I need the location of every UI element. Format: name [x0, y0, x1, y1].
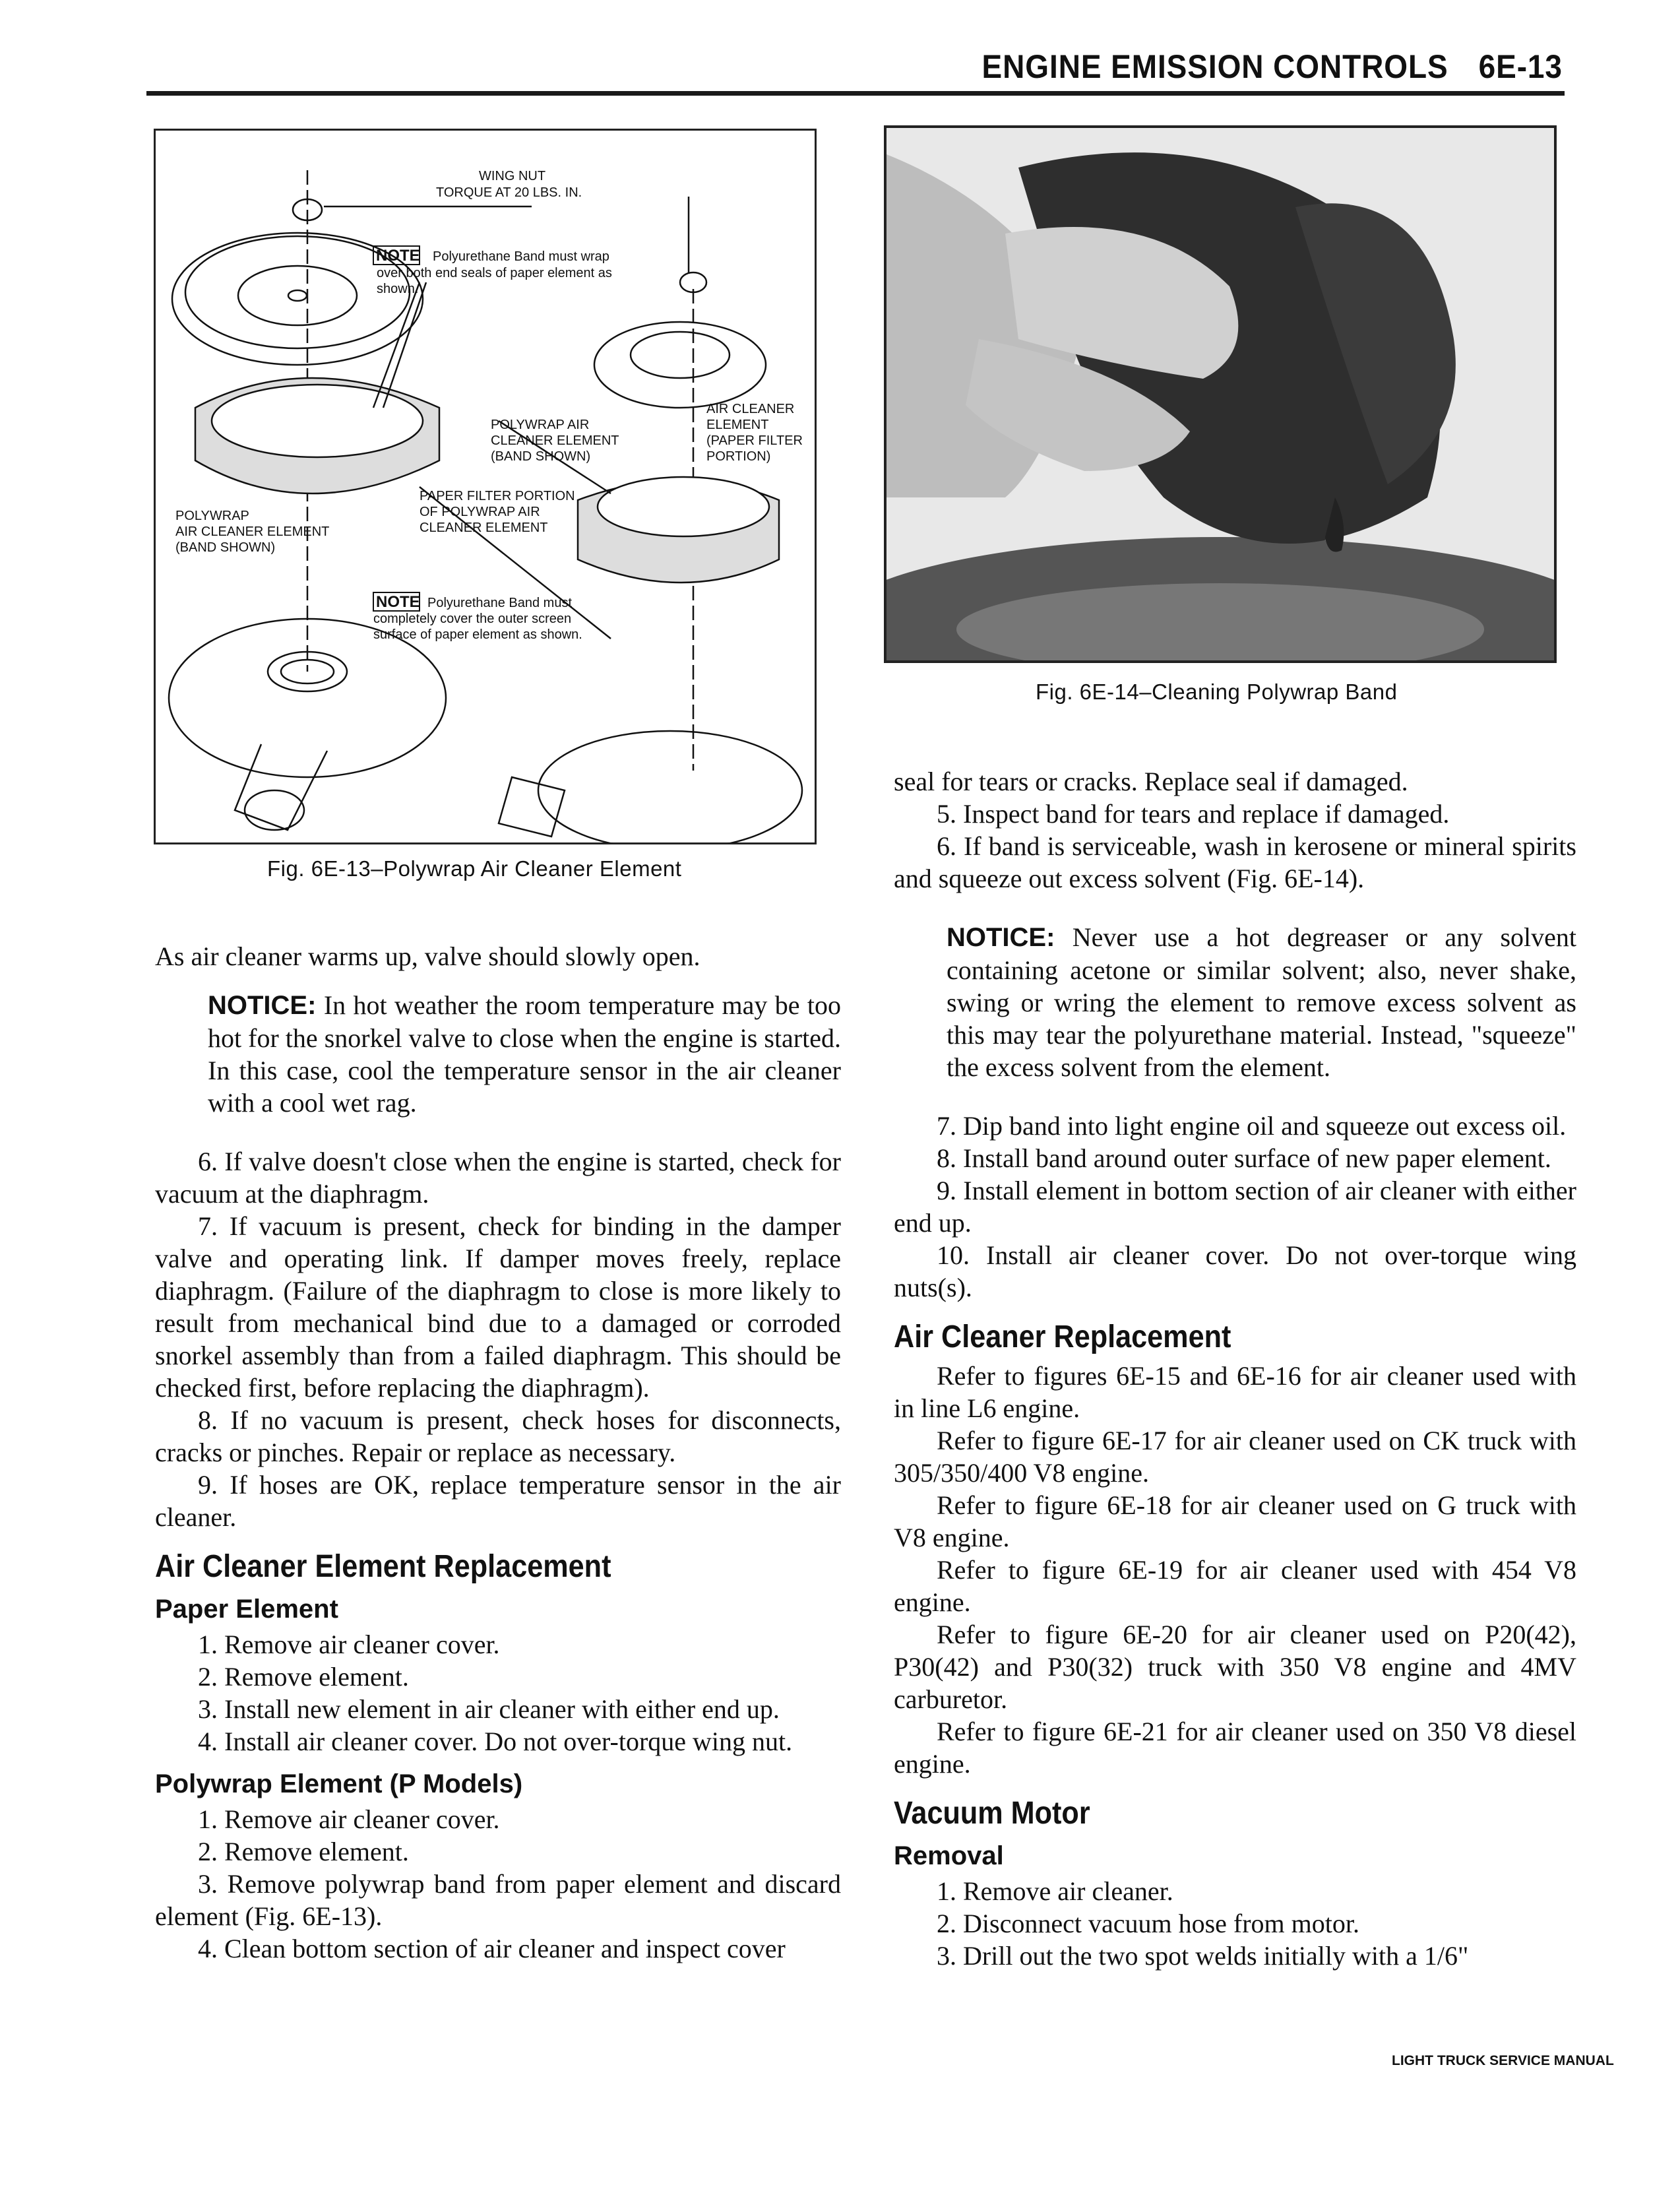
step-5: 5. Inspect band for tears and replace if damaged.	[937, 799, 1450, 829]
right-column	[894, 765, 1576, 1972]
paper-step: 3. Install new element in air cleaner with either end up.	[198, 1694, 780, 1724]
note2-line1: Polyurethane Band must	[427, 596, 573, 610]
paper-step: 1. Remove air cleaner cover.	[198, 1630, 500, 1659]
figure-6e-14-caption: Fig. 6E-14–Cleaning Polywrap Band	[1036, 680, 1398, 704]
header-rule	[146, 91, 1565, 96]
heading-air-cleaner-replacement: Air Cleaner Replacement	[894, 1319, 1231, 1354]
label-pf-1: PAPER FILTER PORTION	[420, 489, 575, 503]
notice-block	[894, 921, 1576, 1083]
notice-text: In hot weather the room temperature may be too hot for the snorkel valve to close when the engine is started. In this case, cool the temperature sensor in the air cleaner with a cool wet rag.	[208, 990, 841, 1118]
label-pf-3: CLEANER ELEMENT	[420, 521, 548, 535]
heading-air-cleaner-element-replacement: Air Cleaner Element Replacement	[155, 1549, 611, 1584]
step-9: 9. Install element in bottom section of air cleaner with either end up.	[894, 1176, 1576, 1238]
paper-step: 2. Remove element.	[198, 1662, 409, 1692]
poly-step: 3. Remove polywrap band from paper element and discard element (Fig. 6E-13).	[155, 1869, 841, 1931]
removal-step: 3. Drill out the two spot welds initially with a 1/6"	[937, 1941, 1469, 1971]
step-7: 7. If vacuum is present, check for binding in the damper valve and operating link. If damper moves freely, replace diaphragm. (Failure of the diaphragm to close is more likely to result from mechanical bind due to a damaged or corroded snorkel assembly than from a failed diaphragm. This should be checked first, before replacing the diaphragm).	[155, 1211, 841, 1403]
step-10: 10. Install air cleaner cover. Do not over-torque wing nuts(s).	[894, 1240, 1576, 1302]
reference-paragraph: Refer to figure 6E-21 for air cleaner used on 350 V8 diesel engine.	[894, 1717, 1576, 1779]
page-header	[952, 48, 1563, 86]
left-column	[155, 940, 841, 1965]
figure-6e-14-photo	[884, 125, 1557, 663]
footer: LIGHT TRUCK SERVICE MANUAL	[1392, 2053, 1614, 2068]
label-ace-4: PORTION)	[706, 449, 771, 464]
removal-step: 1. Remove air cleaner.	[937, 1876, 1173, 1906]
reference-paragraph: Refer to figure 6E-17 for air cleaner used on CK truck with 305/350/400 V8 engine.	[894, 1426, 1576, 1488]
poly-step: 1. Remove air cleaner cover.	[198, 1804, 500, 1834]
hands-squeezing-band-image	[887, 128, 1554, 660]
note1-line3: shown.	[377, 282, 419, 296]
page-number: 6E-13	[1478, 48, 1563, 85]
notice-label: NOTICE:	[208, 991, 317, 1020]
label-pw-3: (BAND SHOWN)	[491, 449, 591, 464]
note1-line1: Polyurethane Band must wrap	[433, 249, 609, 264]
reference-paragraph: Refer to figure 6E-18 for air cleaner used on G truck with V8 engine.	[894, 1490, 1576, 1552]
heading-polywrap-element: Polywrap Element (P Models)	[155, 1769, 523, 1798]
paragraph: As air cleaner warms up, valve should slowly open.	[155, 941, 700, 971]
reference-paragraph: Refer to figure 6E-20 for air cleaner used on P20(42), P30(42) and P30(32) truck with 350 V8 engine and 4MV carburetor.	[894, 1620, 1576, 1714]
label-ace-2: ELEMENT	[706, 418, 769, 432]
removal-step: 2. Disconnect vacuum hose from motor.	[937, 1909, 1359, 1938]
label-pf-2: OF POLYWRAP AIR	[420, 505, 540, 519]
note1-line2: over both end seals of paper element as	[377, 266, 612, 280]
step-8: 8. If no vacuum is present, check hoses for disconnects, cracks or pinches. Repair or replace as necessary.	[155, 1405, 841, 1467]
notice-block	[155, 989, 841, 1119]
note2-line2: completely cover the outer screen	[373, 612, 572, 626]
step-8: 8. Install band around outer surface of new paper element.	[937, 1143, 1551, 1173]
figure-6e-13	[154, 129, 817, 844]
header-title: ENGINE EMISSION CONTROLS	[981, 48, 1448, 85]
step-6: 6. If band is serviceable, wash in kerosene or mineral spirits and squeeze out excess solvent (Fig. 6E-14).	[894, 831, 1576, 893]
poly-step: 2. Remove element.	[198, 1837, 409, 1866]
reference-paragraph: Refer to figures 6E-15 and 6E-16 for air cleaner used with in line L6 engine.	[894, 1361, 1576, 1423]
reference-paragraph: Refer to figure 6E-19 for air cleaner used with 454 V8 engine.	[894, 1555, 1576, 1617]
label-pwl-1: POLYWRAP	[175, 509, 249, 523]
label-ace-3: (PAPER FILTER	[706, 433, 803, 448]
label-pwl-2: AIR CLEANER ELEMENT	[175, 524, 330, 539]
note-badge-2: NOTE	[376, 593, 420, 611]
poly-step: 4. Clean bottom section of air cleaner and inspect cover	[198, 1934, 786, 1963]
label-ace-1: AIR CLEANER	[706, 402, 795, 416]
figure-6e-13-caption: Fig. 6E-13–Polywrap Air Cleaner Element	[267, 856, 682, 881]
label-pw-2: CLEANER ELEMENT	[491, 433, 619, 448]
label-torque: TORQUE AT 20 LBS. IN.	[436, 185, 582, 200]
step-7: 7. Dip band into light engine oil and squeeze out excess oil.	[937, 1111, 1567, 1141]
note-badge-1: NOTE	[376, 247, 420, 265]
diagram-labels	[156, 131, 815, 843]
paper-step: 4. Install air cleaner cover. Do not over-torque wing nut.	[198, 1727, 793, 1756]
heading-vacuum-motor: Vacuum Motor	[894, 1796, 1090, 1831]
notice-label: NOTICE:	[947, 923, 1055, 952]
label-pwl-3: (BAND SHOWN)	[175, 540, 276, 555]
step-6: 6. If valve doesn't close when the engine is started, check for vacuum at the diaphragm.	[155, 1147, 841, 1209]
note2-line3: surface of paper element as shown.	[373, 627, 582, 642]
heading-paper-element: Paper Element	[155, 1595, 338, 1624]
label-wing-nut: WING NUT	[479, 169, 546, 183]
heading-removal: Removal	[894, 1841, 1004, 1870]
step-9: 9. If hoses are OK, replace temperature sensor in the air cleaner.	[155, 1470, 841, 1532]
label-pw-1: POLYWRAP AIR	[491, 418, 590, 432]
notice-text: Never use a hot degreaser or any solvent containing acetone or similar solvent; also, never shake, swing or wring the element to remove excess solvent as this may tear the polyurethane material. Instead, "squeeze" the excess solvent from the element.	[947, 922, 1576, 1082]
paragraph: seal for tears or cracks. Replace seal if damaged.	[894, 767, 1408, 796]
